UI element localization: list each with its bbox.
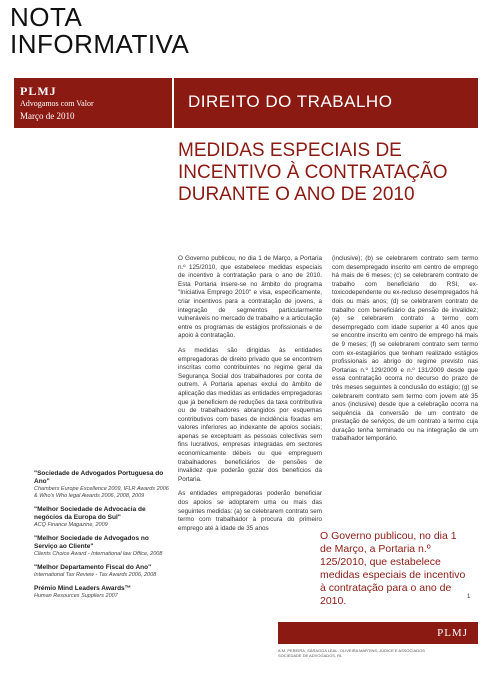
award-item: [34, 506, 172, 529]
title-line-2: INCENTIVO À CONTRATAÇÃO: [178, 162, 448, 183]
body-column-1: [178, 255, 322, 539]
body-column-2: [332, 255, 478, 450]
award-title: "Sociedade de Advogados Portuguesa do Ano": [34, 470, 164, 485]
title-line-3: DURANTE O ANO DE 2010: [178, 184, 415, 205]
masthead-line-1: NOTA: [10, 2, 83, 32]
award-item: [34, 470, 172, 500]
pull-quote: O Governo publicou, no dia 1 de Março, a Portaria n.º 125/2010, que estabelece medidas especiais de incentivo à contratação para o ano de 2010.: [320, 530, 466, 607]
award-title: "Melhor Sociedade de Advocacia de negócios da Europa do Sul": [34, 506, 146, 521]
paragraph: As entidades empregadoras poderão beneficiar dos apoios se adoptarem uma ou mais das seguintes medidas: (a) se celebrarem contrato sem termo com trabalhador à procura do primeiro emprego até à idade de 35 anos: [178, 490, 322, 532]
brand-logo: PLMJ: [20, 84, 57, 98]
award-title: Prémio Mind Leaders Awards™: [34, 585, 132, 592]
article-title: [178, 140, 478, 206]
footer-logo-text: PLMJ: [437, 627, 468, 639]
award-item: [34, 535, 172, 558]
footer-firm-name: [278, 648, 478, 658]
brand-tagline: Advogamos com Valor: [20, 99, 94, 108]
award-title: "Melhor Departamento Fiscal do Ano": [34, 564, 152, 571]
footer-logo: [278, 622, 478, 644]
paragraph: As medidas são dirigidas às entidades empregadoras de direito privado que se encontrem inscritas como contribuintes no regime geral da Segurança Social dos trabalhadores por conta de outrem. A Portaria apenas exclui do âmbito de aplicação das medidas as entidades empregadoras que já beneficiem de reduções da taxa contributiva ou de trabalhadores abrangidos por esquemas contributivos com bases de incidência fixadas em valores inferiores ao indexante de apoios sociais; apenas se exceptuam as pessoas colectivas sem fins lucrativos, empresas integradas em sectores economicamente débeis ou que empreguem trabalhadores beneficiários de pensões de invalidez que poderão gozar dos benefícios da Portaria.: [178, 346, 322, 483]
awards-list: [34, 470, 172, 606]
paragraph: O Governo publicou, no dia 1 de Março, a Portaria n.º 125/2010, que estabelece medidas especiais de incentivo à contratação para o ano de 2010. Esta Portaria insere-se no âmbito do programa "Iniciativa Emprego 2010" e visa, especificamente, criar incentivos para a contratação de jovens, a integração de segmentos particularmente vulneráveis no mercado de trabalho e a articulação entre os programas de estágios profissionais e de apoio à contratação.: [178, 255, 322, 340]
award-title: "Melhor Sociedade de Advogados no Serviço ao Cliente": [34, 535, 149, 550]
award-source: Chambers Europe Excellence 2009, IFLR Awards 2006 & Who's Who legal Awards 2006, 2008, 2009: [34, 486, 169, 499]
section-title: DIREITO DO TRABALHO: [188, 92, 393, 111]
masthead: [10, 4, 189, 58]
award-source: ACQ Finance Magazine, 2009: [34, 522, 108, 528]
award-source: Clients Choice Award - International law Office, 2008: [34, 551, 163, 557]
award-source: Human Resources Suppliers 2007: [34, 593, 118, 599]
paragraph: (inclusive); (b) se celebrarem contrato sem termo com desempregado inscrito em centro de emprego há mais de 6 meses; (c) se celebrarem contrato de trabalho com beneficiário do RSI, ex-toxicodependente ou ex-recluso desempregados há dois ou mais anos; (d) se celebrarem contrato de trabalho com beneficiário da pensão de invalidez; (e) se celebrarem contrato a termo com desempregado com idade superior a 40 anos que se encontre inscrito em centro de emprego há mais de 9 meses; (f) se celebrarem contrato sem termo com ex-estagiários que tenham realizado estágios profissionais ao abrigo do regime previsto nas Portarias n.º 129/2009 e n.º 131/2009 desde que essa contratação ocorra no decurso do prazo de três meses seguintes à conclusão do estágio; (g) se celebrarem contrato sem termo com jovem até 35 anos (inclusive) desde que a celebração ocorra na sequência da conversão de um contrato de prestação de serviços, de um contrato a termo cuja duração tenha terminado ou na integração de um trabalhador temporário.: [332, 255, 478, 443]
section-banner: [174, 78, 478, 128]
footer-line-1: A.M. PEREIRA, SÁRAGGA LEAL, OLIVEIRA MARTINS, JÚDICE E ASSOCIADOS: [278, 648, 425, 653]
award-source: International Tax Review - Tax Awards 2006, 2008: [34, 572, 157, 578]
page-number: 1: [467, 594, 471, 600]
issue-date: Março de 2010: [20, 111, 75, 121]
brand-box: [14, 78, 172, 128]
footer-line-2: SOCIEDADE DE ADVOGADOS, RL: [278, 653, 343, 658]
award-item: [34, 585, 172, 600]
award-item: [34, 564, 172, 579]
title-line-1: MEDIDAS ESPECIAIS DE: [178, 140, 402, 161]
masthead-line-2: INFORMATIVA: [10, 29, 190, 59]
